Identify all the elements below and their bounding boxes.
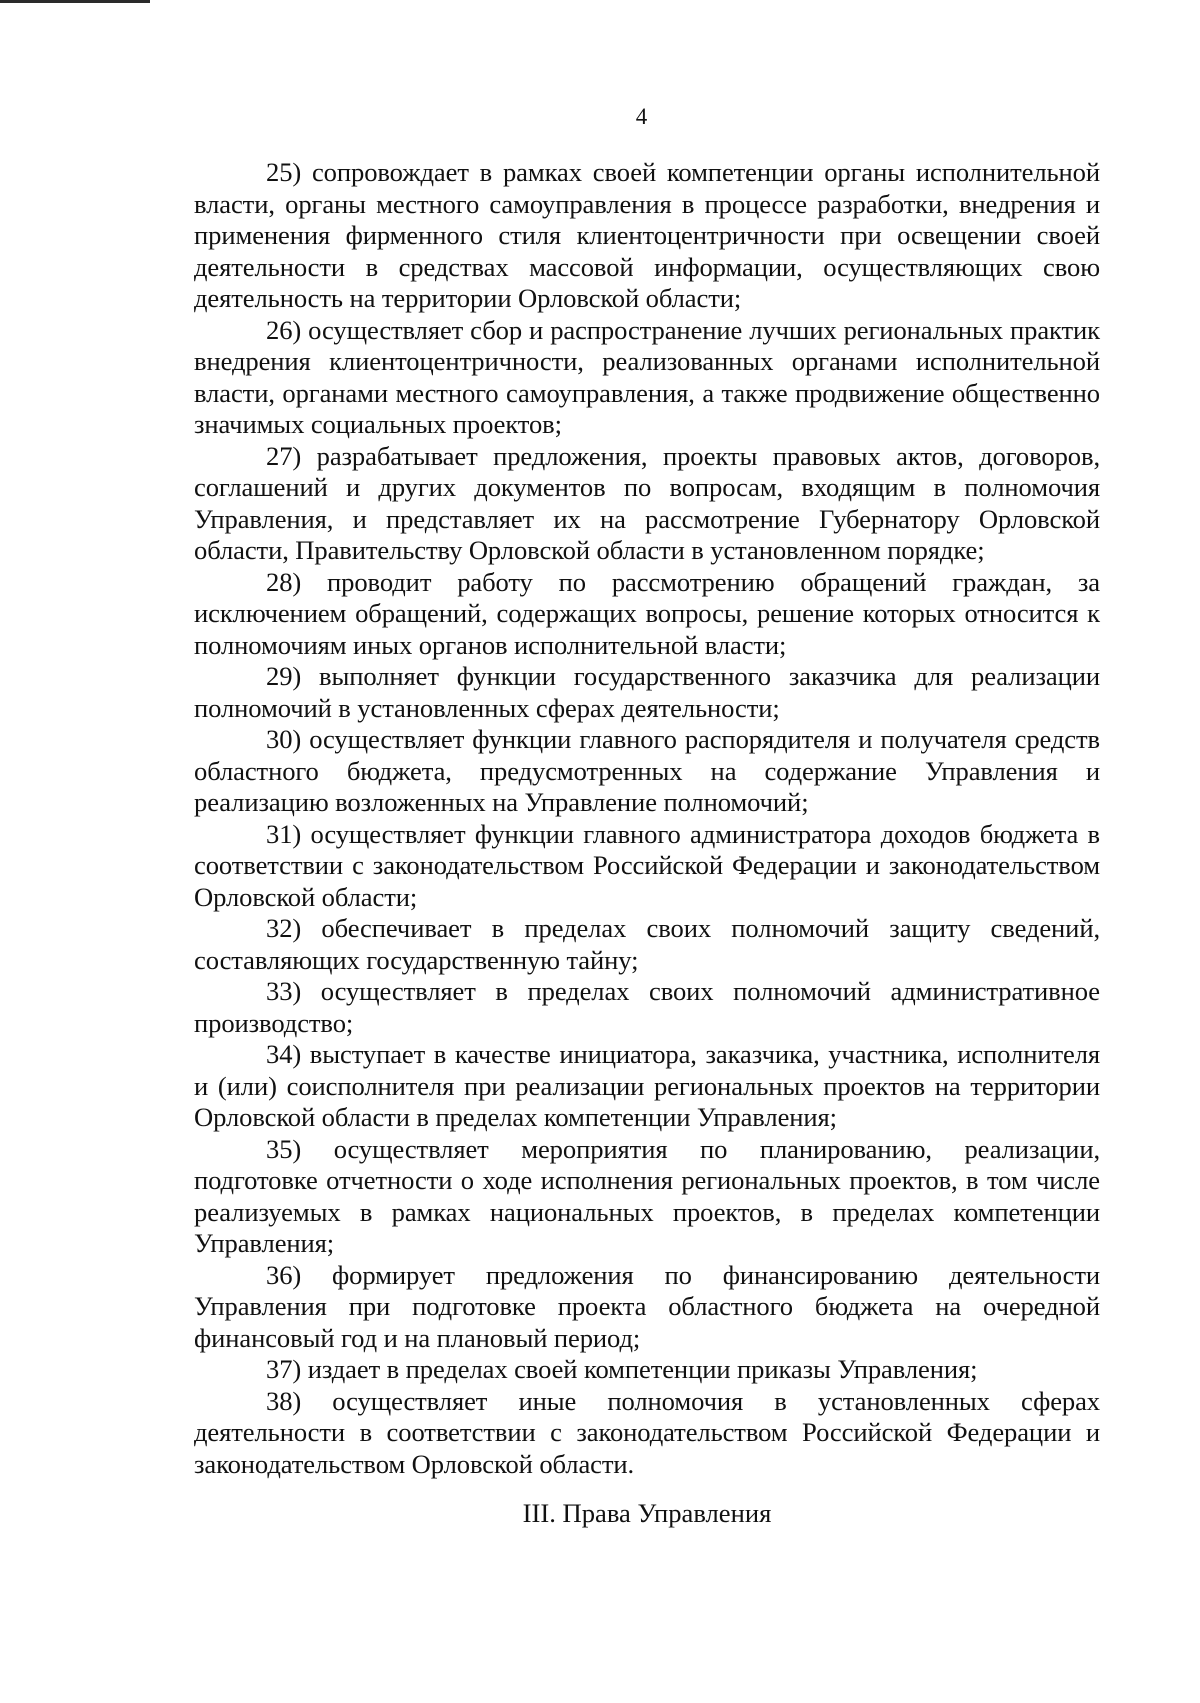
paragraph-27: 27) разрабатывает предложения, проекты правовых актов, договоров, соглашений и других документов по вопросам, входящим в полномочия Управления, и представляет их на рассмотрение Губернатору Орловской области, Правительству Орловской области в установленном порядке;: [194, 440, 1100, 565]
paragraph-37: 37) издает в пределах своей компетенции приказы Управления;: [266, 1354, 978, 1384]
paragraph-35: 35) осуществляет мероприятия по планированию, реализации, подготовке отчетности о ходе исполнения региональных проектов, в том числе реализуемых в рамках национальных проектов, в пределах компетенции Управления;: [194, 1133, 1100, 1258]
paragraph-30: 30) осуществляет функции главного распорядителя и получателя средств областного бюджета, предусмотренных на содержание Управления и реализацию возложенных на Управление полномочий;: [194, 724, 1100, 817]
document-body: [194, 157, 1100, 1480]
paragraph-38: 38) осуществляет иные полномочия в установленных сферах деятельности в соответствии с законодательством Российской Федерации и законодательством Орловской области.: [194, 1385, 1100, 1479]
section-heading: III. Права Управления: [522, 1498, 772, 1528]
paragraph-26: 26) осуществляет сбор и распространение лучших региональных практик внедрения клиентоцентричности, реализованных органами исполнительной власти, органами местного самоуправления, а также продвижение общественно значимых социальных проектов;: [194, 314, 1100, 439]
page-number: 4: [635, 104, 648, 129]
paragraph-36: 36) формирует предложения по финансированию деятельности Управления при подготовке проекта областного бюджета на очередной финансовый год и на плановый период;: [194, 1259, 1100, 1353]
paragraph-33: 33) осуществляет в пределах своих полномочий административное производство;: [194, 976, 1100, 1038]
paragraph-34: 34) выступает в качестве инициатора, заказчика, участника, исполнителя и (или) соисполнителя при реализации региональных проектов на территории Орловской области в пределах компетенции Управления;: [194, 1039, 1100, 1132]
paragraph-31: 31) осуществляет функции главного администратора доходов бюджета в соответствии с законодательством Российской Федерации и законодательством Орловской области;: [194, 818, 1100, 912]
paragraph-25: 25) сопровождает в рамках своей компетенции органы исполнительной власти, органы местного самоуправления в процессе разработки, внедрения и применения фирменного стиля клиентоцентричности при освещении своей деятельности в средствах массовой информации, осуществляющих свою деятельность на территории Орловской области;: [194, 157, 1100, 313]
paragraph-29: 29) выполняет функции государственного заказчика для реализации полномочий в установленных сферах деятельности;: [194, 661, 1100, 723]
paragraph-32: 32) обеспечивает в пределах своих полномочий защиту сведений, составляющих государственную тайну;: [194, 913, 1100, 975]
scan-edge-mark: [0, 0, 150, 3]
paragraph-28: 28) проводит работу по рассмотрению обращений граждан, за исключением обращений, содержащих вопросы, решение которых относится к полномочиям иных органов исполнительной власти;: [194, 566, 1100, 660]
